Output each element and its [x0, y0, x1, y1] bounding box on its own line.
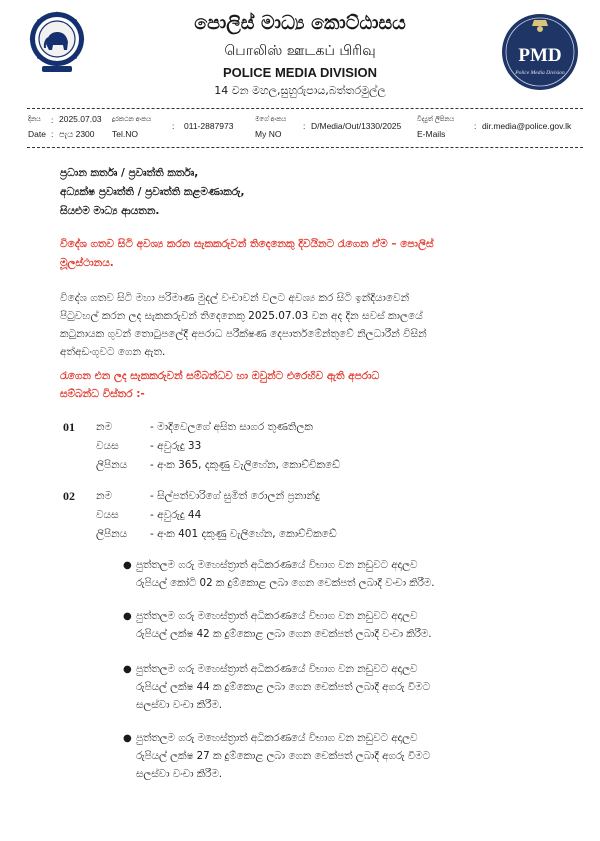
suspect-name-value: - සිල්පත්වාරිගේ සුමිත් රොලන් ප්‍රනාන්දු — [150, 490, 320, 502]
tel-label-si: දුරකථන අංකය — [112, 116, 152, 123]
suspect-age-value: - අවුරුදු 44 — [150, 509, 202, 521]
charge-line: රුපියල් කෝටි 02 ක දුම්කොළ ලබා ගෙන චෙක්පත් ලබාදී වංචා කිරීම. — [136, 577, 435, 589]
section-heading: රැගෙන එන ලද සැකකරුවන් සම්බන්ධව හා ඔවුන්ට එරෙහිව ඇති අපරාධ — [60, 370, 380, 382]
bullet-icon: ● — [123, 664, 132, 675]
email-label-si: විද්‍යුත් ලිපිනය — [417, 116, 455, 123]
suspect-address-label: ලිපිනය — [96, 459, 128, 471]
tel-label-en: Tel.NO — [112, 129, 138, 139]
suspect-age-label: වයස — [96, 440, 119, 452]
pmd-logo-subtext: Police Media Division — [515, 70, 565, 76]
pmd-logo-text: PMD — [518, 45, 562, 66]
recipient-line: ප්‍රධාන කර්තෘ / ප්‍රවෘත්ති කර්තෘ, — [60, 167, 199, 179]
suspect-address-value: - අංක 401 දකුණු වැලිහේන, කොච්චිකඩේ — [150, 528, 337, 540]
charge-line: පුත්තලම ගරු මහෙස්ත්‍රාත් අධිකරණයේ විභාග වන නඩුවට අදාලව — [136, 559, 418, 571]
charge-line: රුපියල් ලක්ෂ 44 ක දුම්කොළ ලබා ගෙන චෙක්පත් ලබාදී අගරු වීමට — [136, 681, 430, 693]
email-label-en: E-Mails — [417, 129, 446, 139]
charge-line: සලස්වා වංචා කිරීම. — [136, 768, 223, 780]
suspect-age-label: වයස — [96, 509, 119, 521]
intro-line: අත්අඩංගුවට ගෙන ඇත. — [60, 346, 166, 358]
intro-line: පිටුවහල් කරන ලද සැකකරුවන් තිදෙනෙකු 2025.07.03 වන අද දින සවස් කාලයේ — [60, 310, 423, 322]
charge-line: පුත්තලම ගරු මහෙස්ත්‍රාත් අධිකරණයේ විභාග වන නඩුවට අදාලව — [136, 732, 418, 744]
charge-line: පුත්තලම ගරු මහෙස්ත්‍රාත් අධිකරණයේ විභාග වන නඩුවට අදාලව — [136, 663, 418, 675]
header-title-sinhala: පොලිස් මාධ්‍ය කොට්ඨාසය — [194, 12, 406, 34]
suspect-name-label: නම — [96, 421, 113, 433]
suspect-name-label: නම — [96, 490, 113, 502]
charge-line: පුත්තලම ගරු මහෙස්ත්‍රාත් අධිකරණයේ විභාග වන නඩුවට අදාලව — [136, 610, 418, 622]
charge-line: සලස්වා වංචා කිරීම. — [136, 699, 223, 711]
suspect-number: 01 — [63, 420, 75, 434]
bullet-icon: ● — [123, 611, 132, 622]
recipient-line: අධ්‍යක්ෂ ප්‍රවෘත්ති / ප්‍රවෘත්ති කළමණාකරු, — [60, 186, 245, 198]
recipient-line: සියළුම මාධ්‍ය ආයතන. — [60, 205, 160, 217]
time-value: පැය 2300 — [59, 129, 95, 139]
suspect-age-value: - අවුරුදු 33 — [150, 440, 202, 452]
charge-line: රුපියල් ලක්ෂ 27 ක දුම්කොළ ලබා ගෙන චෙක්පත් ලබාදී අගරු වීමට — [136, 750, 430, 762]
bullet-icon: ● — [123, 560, 132, 571]
bullet-icon: ● — [123, 733, 132, 744]
suspect-address-label: ලිපිනය — [96, 528, 128, 540]
date-label-si: දිනය — [28, 116, 41, 123]
suspect-number: 02 — [63, 489, 75, 503]
date-label-en: Date — [28, 129, 46, 139]
header-title-tamil: பொலிஸ் ஊடகப் பிரிவு — [224, 43, 376, 59]
myno-value: D/Media/Out/1330/2025 — [311, 121, 402, 131]
date-value: 2025.07.03 — [59, 114, 102, 124]
myno-label-en: My NO — [255, 129, 282, 139]
subject-line: විදේශ ගතව සිටි අවශ්‍ය කරන සැකකරුවන් තිදෙනෙකු දිවයිනට රැගෙන ඒම – පොලිස් — [60, 238, 434, 250]
intro-line: විදේශ ගතව සිටි මහා පරිමාණ මුදල් වංචාවන් වලට අවශ්‍ය කර සිටි ඉන්දියාවෙන් — [60, 292, 410, 304]
email-value[interactable]: dir.media@police.gov.lk — [482, 121, 572, 131]
tel-value: 011-2887973 — [184, 121, 234, 131]
header-address: 14 වන මහල,සුහුරුපාය,බත්තරමුල්ල — [214, 84, 386, 97]
charge-line: රුපියල් ලක්ෂ 42 ක දුම්කොළ ලබා ගෙන චෙක්පත් ලබාදී වංචා කිරීම. — [136, 628, 432, 640]
myno-label-si: මගේ අංකය — [255, 116, 287, 123]
subject-line: මූලස්ථානය. — [60, 257, 114, 269]
header-title-english: POLICE MEDIA DIVISION — [222, 65, 378, 80]
intro-line: කටුනායක ගුවන් තොටුපලේදී අපරාධ පරීක්ෂණ දෙපාර්තමේන්තුවේ නිලධාරීන් විසින් — [60, 328, 427, 340]
info-bar: දිනය Date : : 2025.07.03 පැය 2300 දුරකථන අංකය Tel.NO : 011-2887973 මගේ අංකය My NO : D/Media/Out/1330/2025 විද්‍යුත් ලිපිනය E-Mails : dir.media@police.gov.lk — [27, 108, 583, 148]
section-heading: සම්බන්ධ විස්තර :- — [60, 388, 145, 400]
suspect-address-value: - අංක 365, දකුණු වැලිහේන, කොච්චිකඩේ — [150, 459, 340, 471]
suspect-name-value: - මාදිවෙලගේ අසිත සාගර තුණතිලක — [150, 421, 313, 433]
